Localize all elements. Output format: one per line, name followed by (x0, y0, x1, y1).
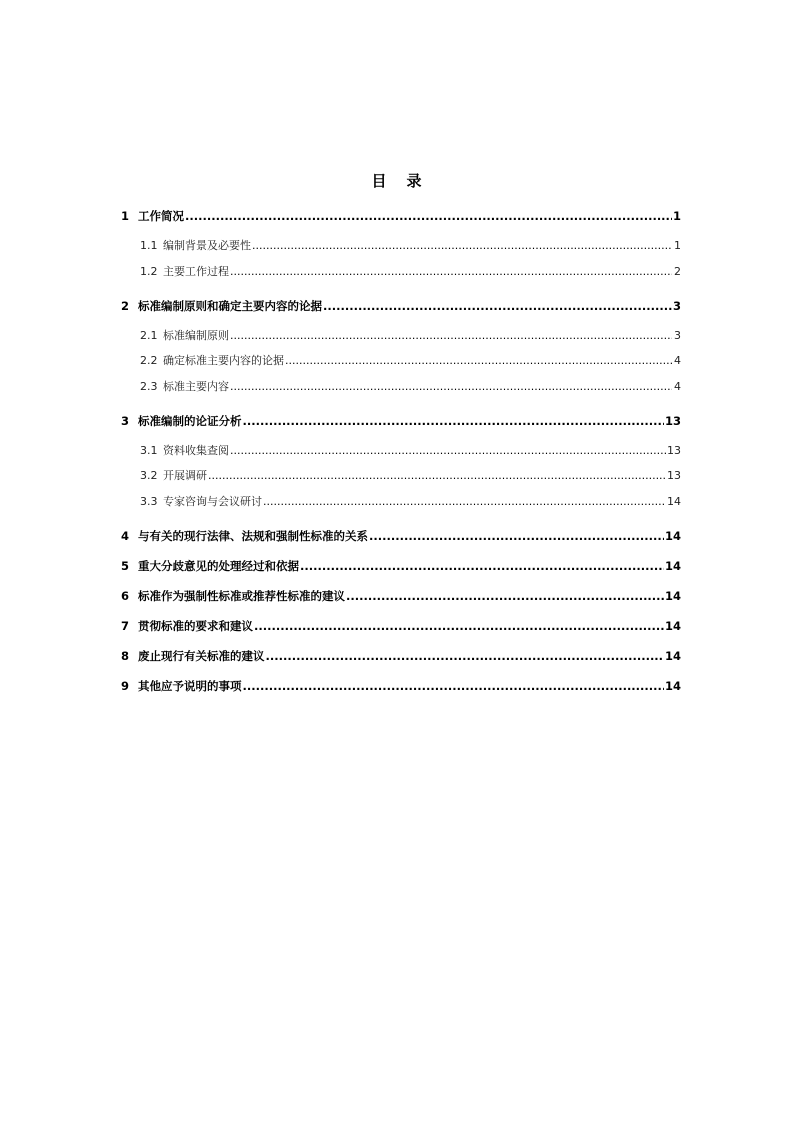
toc-entry-page: 14 (664, 559, 681, 573)
toc-entry-4[interactable] (121, 528, 681, 544)
toc-dot-leader (252, 238, 672, 254)
toc-dot-leader (254, 618, 664, 634)
toc-entry-page: 14 (664, 649, 681, 663)
toc-entry-3-1[interactable] (140, 443, 681, 459)
toc-entry-label: 标准编制的论证分析 (138, 414, 242, 428)
toc-entry-label: 与有关的现行法律、法规和强制性标准的关系 (138, 529, 368, 543)
toc-entry-label: 标准编制原则 (163, 329, 229, 342)
toc-entry-number: 9 (121, 679, 130, 693)
toc-entry-number: 1.1 (140, 239, 158, 252)
toc-entry-6[interactable] (121, 588, 681, 604)
toc-entry-number: 2.3 (140, 380, 158, 393)
toc-entry-2[interactable] (121, 298, 681, 314)
toc-dot-leader (263, 494, 666, 510)
toc-entry-label: 确定标准主要内容的论据 (163, 354, 284, 367)
toc-entry-page: 14 (664, 589, 681, 603)
toc-entry-page: 1 (672, 209, 681, 223)
toc-entry-label: 专家咨询与会议研讨 (163, 495, 262, 508)
toc-entry-page: 3 (672, 299, 681, 313)
toc-entry-label: 重大分歧意见的处理经过和依据 (138, 559, 299, 573)
toc-entry-label: 编制背景及必要性 (163, 239, 251, 252)
toc-entry-number: 3.1 (140, 444, 158, 457)
toc-entry-8[interactable] (121, 648, 681, 664)
toc-entry-number: 3.2 (140, 469, 158, 482)
toc-entry-number: 3.3 (140, 495, 158, 508)
toc-entry-1-1[interactable] (140, 238, 681, 254)
toc-entry-page: 14 (664, 619, 681, 633)
toc-entry-1[interactable] (121, 208, 681, 224)
toc-dot-leader (285, 353, 672, 369)
toc-entry-7[interactable] (121, 618, 681, 634)
toc-entry-3-2[interactable] (140, 468, 681, 484)
toc-entry-label: 开展调研 (163, 469, 207, 482)
toc-entry-number: 5 (121, 559, 130, 573)
toc-entry-number: 1 (121, 209, 130, 223)
toc-entry-number: 8 (121, 649, 130, 663)
toc-dot-leader (243, 413, 664, 429)
toc-dot-leader (230, 379, 672, 395)
toc-entry-number: 2 (121, 299, 130, 313)
toc-entry-2-2[interactable] (140, 353, 681, 369)
toc-entry-number: 3 (121, 414, 130, 428)
toc-entry-page: 13 (667, 444, 681, 457)
toc-dot-leader (266, 648, 664, 664)
toc-title (0, 170, 793, 191)
toc-dot-leader (185, 208, 672, 224)
toc-entry-page: 2 (674, 265, 681, 278)
toc-entry-page: 3 (674, 329, 681, 342)
toc-entry-3[interactable] (121, 413, 681, 429)
toc-entry-label: 废止现行有关标准的建议 (138, 649, 265, 663)
toc-dot-leader (230, 264, 672, 280)
toc-entry-number: 6 (121, 589, 130, 603)
toc-entry-page: 13 (664, 414, 681, 428)
toc-entry-label: 标准作为强制性标准或推荐性标准的建议 (138, 589, 345, 603)
toc-dot-leader (230, 443, 666, 459)
toc-entry-5[interactable] (121, 558, 681, 574)
toc-entry-page: 4 (674, 354, 681, 367)
toc-entry-label: 资料收集查阅 (163, 444, 229, 457)
toc-entry-number: 2.2 (140, 354, 158, 367)
toc-entry-page: 1 (674, 239, 681, 252)
toc-entry-page: 14 (667, 495, 681, 508)
toc-dot-leader (300, 558, 664, 574)
toc-entry-number: 1.2 (140, 265, 158, 278)
toc-entry-label: 贯彻标准的要求和建议 (138, 619, 253, 633)
toc-entry-label: 其他应予说明的事项 (138, 679, 242, 693)
toc-dot-leader (230, 328, 672, 344)
toc-entry-page: 13 (667, 469, 681, 482)
toc-dot-leader (243, 678, 664, 694)
toc-entry-page: 14 (664, 679, 681, 693)
toc-dot-leader (369, 528, 664, 544)
toc-entry-2-1[interactable] (140, 328, 681, 344)
toc-entry-label: 主要工作过程 (163, 265, 229, 278)
toc-entry-1-2[interactable] (140, 264, 681, 280)
toc-title-char-2: 录 (406, 172, 422, 190)
toc-entry-3-3[interactable] (140, 494, 681, 510)
toc-entry-page: 14 (664, 529, 681, 543)
toc-entry-page: 4 (674, 380, 681, 393)
toc-entry-2-3[interactable] (140, 379, 681, 395)
toc-dot-leader (323, 298, 672, 314)
toc-entry-label: 标准编制原则和确定主要内容的论据 (138, 299, 322, 313)
toc-entry-label: 工作简况 (138, 209, 184, 223)
toc-entry-number: 7 (121, 619, 130, 633)
toc-dot-leader (346, 588, 664, 604)
toc-entry-9[interactable] (121, 678, 681, 694)
toc-entry-number: 2.1 (140, 329, 158, 342)
toc-title-char-1: 目 (371, 172, 387, 190)
toc-entry-number: 4 (121, 529, 130, 543)
toc-dot-leader (208, 468, 666, 484)
toc-entry-label: 标准主要内容 (163, 380, 229, 393)
